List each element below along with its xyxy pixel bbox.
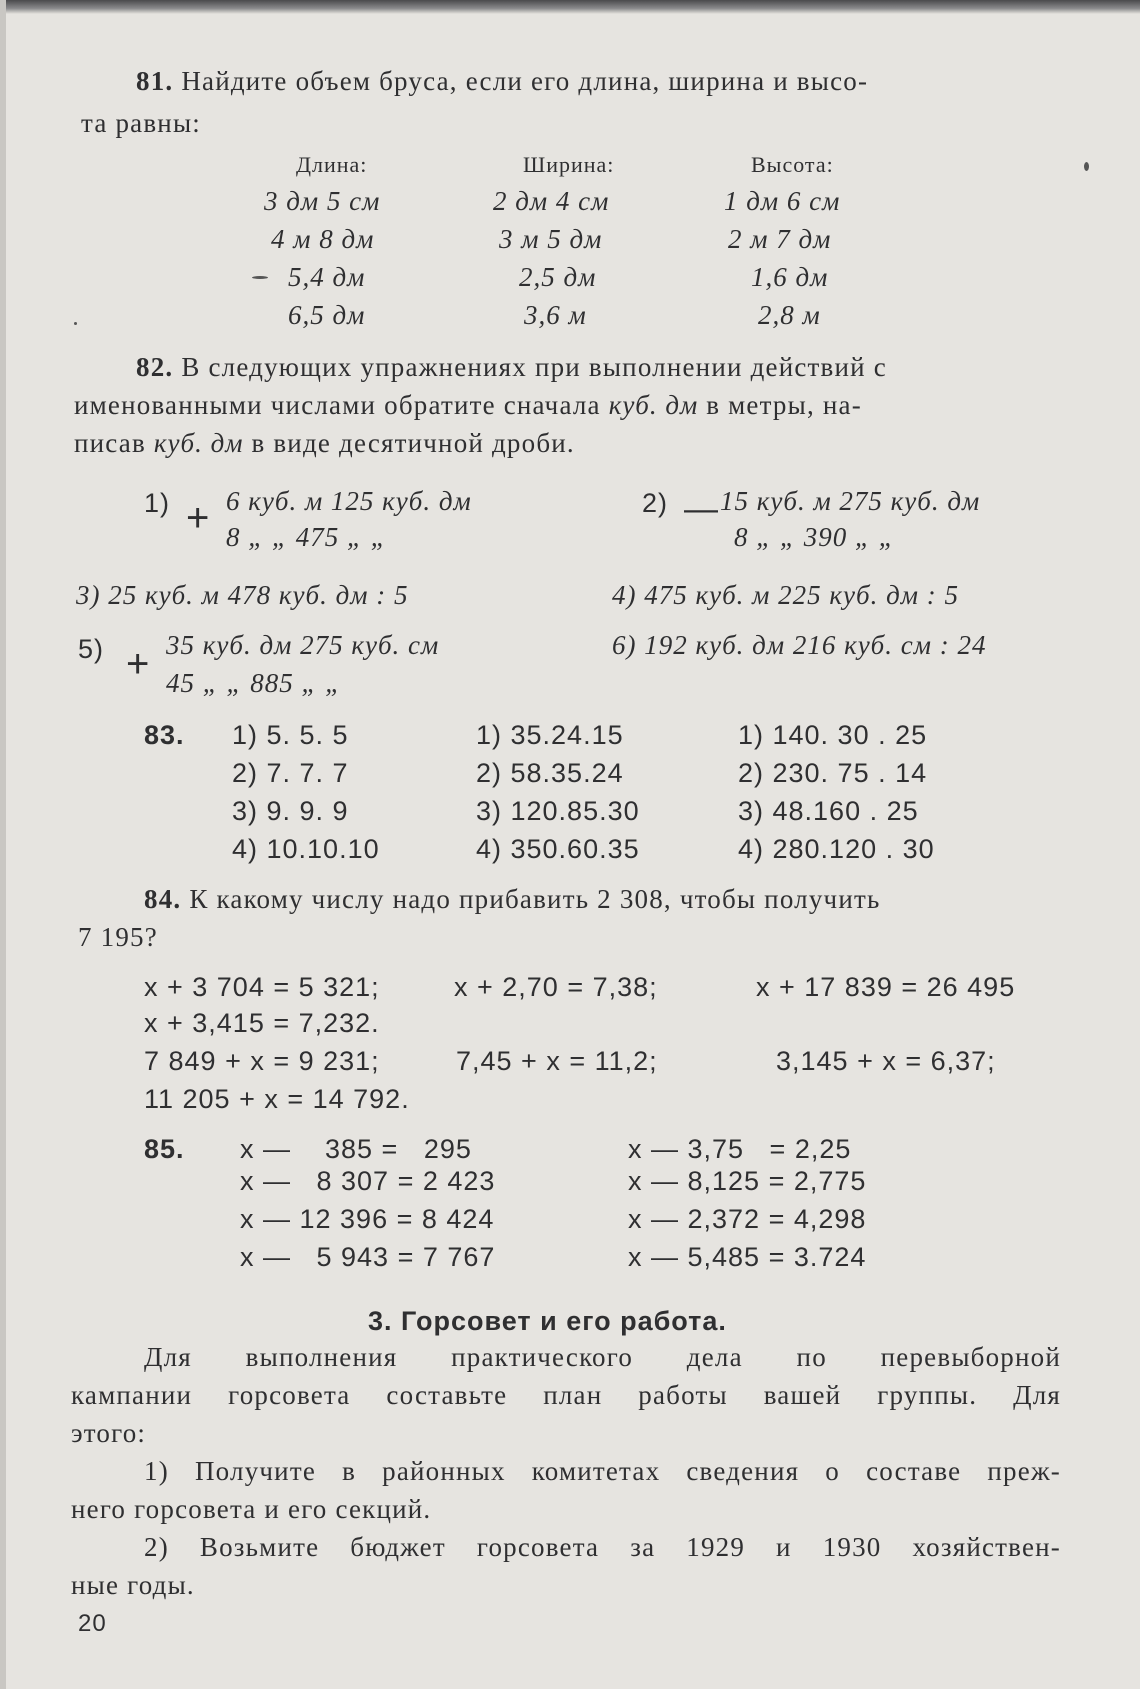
minus-sign: — xyxy=(684,490,718,528)
table-cell: 3 дм 5 см xyxy=(264,186,381,216)
equation: x — 8 307 = 2 423 xyxy=(240,1166,496,1196)
problem-82-text-3c: в виде десятичной дроби. xyxy=(251,428,575,458)
problem-83-item: 2) 7. 7. 7 xyxy=(232,758,349,788)
problem-83-item: 1) 140. 30 . 25 xyxy=(738,720,928,750)
paragraph-line: Для выполнения практического дела по перевыборной xyxy=(144,1342,1061,1372)
equation: x + 2,70 = 7,38; xyxy=(454,972,658,1002)
equation: 7,45 + x = 11,2; xyxy=(456,1046,658,1076)
problem-83-item: 4) 280.120 . 30 xyxy=(738,834,935,864)
equation: 3,145 + x = 6,37; xyxy=(776,1046,996,1076)
table-cell: 2,5 дм xyxy=(519,262,597,292)
problem-84-text-1: К какому числу надо прибавить 2 308, чтобы получить xyxy=(189,884,881,914)
equation: 7 849 + x = 9 231; xyxy=(144,1046,380,1076)
paragraph-line: ные годы. xyxy=(71,1570,195,1600)
problem-82-unit: куб. дм xyxy=(153,428,244,458)
print-speck xyxy=(252,276,268,279)
problem-81-line1 xyxy=(136,66,868,97)
problem-83-item: 1) 5. 5. 5 xyxy=(232,720,349,750)
exercise-2-top: 15 куб. м 275 куб. дм xyxy=(720,486,981,516)
problem-81-number: 81. xyxy=(136,66,174,96)
exercise-label: 1) xyxy=(144,488,171,518)
equation: x — 3,75 = 2,25 xyxy=(628,1134,852,1164)
problem-81-text-1: Найдите объем бруса, если его длина, ширина и высо- xyxy=(181,66,869,96)
problem-82-text-2c: в метры, на- xyxy=(706,390,862,420)
equation: x — 8,125 = 2,775 xyxy=(628,1166,867,1196)
equation: x — 5 943 = 7 767 xyxy=(240,1242,496,1272)
exercise-1-top: 6 куб. м 125 куб. дм xyxy=(226,486,472,516)
problem-82-text-3a: писав xyxy=(74,428,146,458)
problem-83-number: 83. xyxy=(144,720,185,750)
equation: x + 3,415 = 7,232. xyxy=(144,1008,380,1038)
plus-sign: + xyxy=(126,642,150,686)
table-cell: 6,5 дм xyxy=(288,300,366,330)
problem-83-item: 4) 10.10.10 xyxy=(232,834,380,864)
page-number: 20 xyxy=(78,1610,107,1637)
table-cell: 2,8 м xyxy=(758,300,821,330)
problem-82-line2 xyxy=(74,390,862,421)
table-cell: 1,6 дм xyxy=(751,262,829,292)
exercise-1-bottom: 8 „ „ 475 „ „ xyxy=(226,522,387,552)
table-header-height: Высота: xyxy=(751,152,834,177)
table-cell: 3 м 5 дм xyxy=(499,224,603,254)
table-header-length: Длина: xyxy=(296,152,368,177)
exercise-3: 3) 25 куб. м 478 куб. дм : 5 xyxy=(76,580,409,610)
table-cell: 2 м 7 дм xyxy=(728,224,832,254)
table-cell: 2 дм 4 см xyxy=(493,186,610,216)
problem-84-text-2: 7 195? xyxy=(78,922,158,952)
plus-sign: + xyxy=(186,496,210,540)
problem-82-line3 xyxy=(74,428,575,459)
equation: x — 12 396 = 8 424 xyxy=(240,1204,495,1234)
problem-83-item: 3) 9. 9. 9 xyxy=(232,796,349,826)
problem-84-number: 84. xyxy=(144,884,182,914)
equation: x + 17 839 = 26 495 xyxy=(756,972,1016,1002)
table-cell: 5,4 дм xyxy=(288,262,366,292)
table-header-width: Ширина: xyxy=(523,152,615,177)
problem-83-item: 1) 35.24.15 xyxy=(476,720,624,750)
section-title: 3. Горсовет и его работа. xyxy=(368,1306,727,1336)
table-cell: 4 м 8 дм xyxy=(271,224,375,254)
table-cell: 1 дм 6 см xyxy=(724,186,841,216)
equation: x — 2,372 = 4,298 xyxy=(628,1204,867,1234)
table-cell: 3,6 м xyxy=(524,300,587,330)
paragraph-line: 2) Возьмите бюджет горсовета за 1929 и 1930 хозяйствен- xyxy=(144,1532,1061,1562)
exercise-6: 6) 192 куб. дм 216 куб. см : 24 xyxy=(612,630,987,660)
problem-81-text-2: та равны: xyxy=(81,108,201,138)
print-speck xyxy=(74,322,77,325)
problem-82-unit: куб. дм xyxy=(608,390,699,420)
exercise-5-top: 35 куб. дм 275 куб. см xyxy=(166,630,440,660)
equation: x — 385 = 295 xyxy=(240,1134,472,1164)
paragraph-line: 1) Получите в районных комитетах сведения о составе преж- xyxy=(144,1456,1061,1486)
equation: x — 5,485 = 3.724 xyxy=(628,1242,867,1272)
problem-83-item: 3) 120.85.30 xyxy=(476,796,640,826)
paragraph-line: него горсовета и его секций. xyxy=(71,1494,432,1524)
problem-84-line1 xyxy=(144,884,880,915)
exercise-2-bottom: 8 „ „ 390 „ „ xyxy=(734,522,895,552)
problem-82-number: 82. xyxy=(136,352,174,382)
print-speck xyxy=(1084,162,1089,171)
problem-85-number: 85. xyxy=(144,1134,185,1164)
equation: 11 205 + x = 14 792. xyxy=(144,1084,410,1114)
problem-82-text-2a: именованными числами обратите сначала xyxy=(74,390,601,420)
problem-83-item: 2) 230. 75 . 14 xyxy=(738,758,928,788)
exercise-4: 4) 475 куб. м 225 куб. дм : 5 xyxy=(612,580,959,610)
exercise-5-bottom: 45 „ „ 885 „ „ xyxy=(166,668,342,698)
problem-83-item: 4) 350.60.35 xyxy=(476,834,640,864)
equation: x + 3 704 = 5 321; xyxy=(144,972,380,1002)
paragraph-line: кампании горсовета составьте план работы вашей группы. Для xyxy=(71,1380,1061,1410)
exercise-label: 2) xyxy=(642,488,669,518)
problem-83-item: 3) 48.160 . 25 xyxy=(738,796,919,826)
page-top-edge xyxy=(6,0,1140,14)
problem-82-text-1: В следующих упражнениях при выполнении действий с xyxy=(181,352,887,382)
exercise-label: 5) xyxy=(78,634,105,664)
problem-82-line1 xyxy=(136,352,887,383)
paragraph-line: этого: xyxy=(71,1418,147,1448)
problem-83-item: 2) 58.35.24 xyxy=(476,758,624,788)
